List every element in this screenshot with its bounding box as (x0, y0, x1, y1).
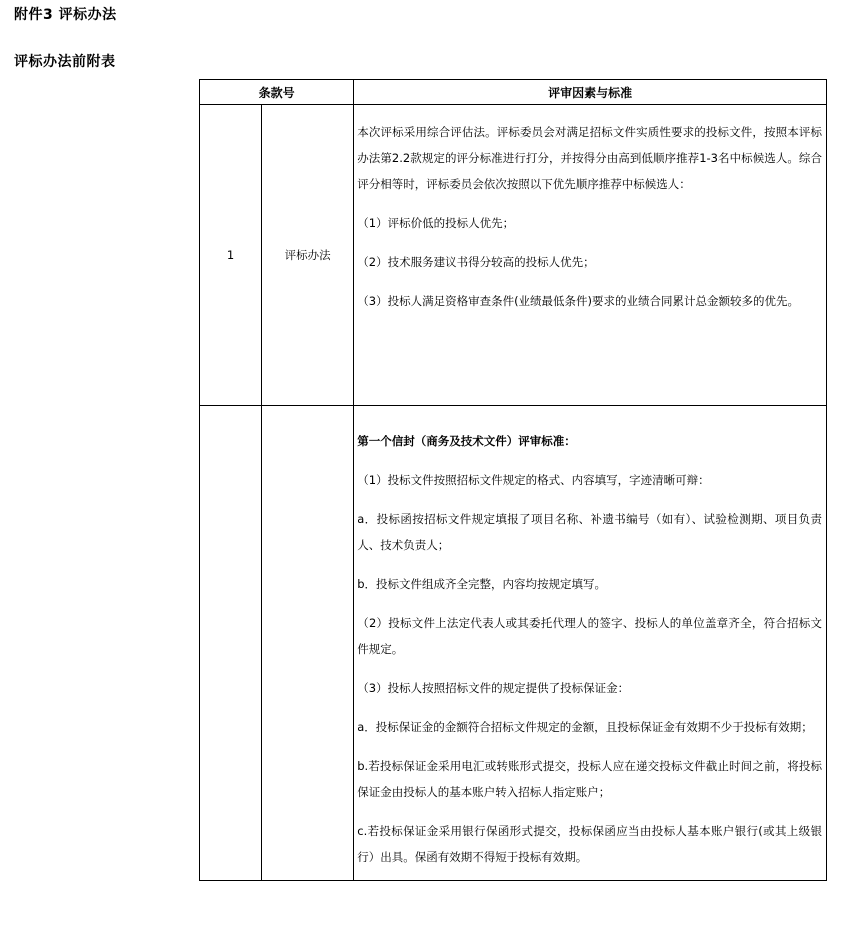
criteria-paragraph: （1）投标文件按照招标文件规定的格式、内容填写，字迹清晰可辩： (357, 473, 710, 487)
criteria-paragraph: （1）评标价低的投标人优先； (357, 216, 515, 230)
criteria-paragraph: 本次评标采用综合评估法。评标委员会对满足招标文件实质性要求的投标文件，按照本评标办法第2.2款规定的评分标准进行打分，并按得分由高到低顺序推荐1-3名中标候选人。综合评分相等时，评标委员会依次按照以下优先顺序推荐中标候选人： (357, 125, 822, 191)
row-clause-name: 评标办法 (262, 105, 354, 406)
table-header-row (200, 80, 827, 105)
document-subtitle: 评标办法前附表 (14, 54, 116, 70)
criteria-heading: 第一个信封（商务及技术文件）评审标准： (357, 434, 576, 448)
criteria-paragraph: （3）投标人满足资格审查条件(业绩最低条件)要求的业绩合同累计总金额较多的优先。 (357, 294, 800, 308)
row-clause-name (262, 406, 354, 881)
row-criteria-content (354, 105, 827, 406)
criteria-paragraph: （2）投标文件上法定代表人或其委托代理人的签字、投标人的单位盖章齐全，符合招标文件规定。 (357, 616, 822, 656)
document-title: 附件3 评标办法 (14, 7, 117, 23)
row-clause-number (200, 406, 262, 881)
header-clause-no: 条款号 (200, 80, 354, 105)
criteria-paragraph: a．投标保证金的金额符合招标文件规定的金额，且投标保证金有效期不少于投标有效期； (357, 720, 813, 734)
row-criteria-content (354, 406, 827, 881)
table-row (200, 406, 827, 881)
row-clause-number: 1 (200, 105, 262, 406)
criteria-paragraph: b．投标文件组成齐全完整，内容均按规定填写。 (357, 577, 607, 591)
criteria-paragraph: a．投标函按招标文件规定填报了项目名称、补遗书编号（如有）、试验检测期、项目负责人、技术负责人； (357, 512, 822, 552)
header-criteria: 评审因素与标准 (354, 80, 827, 105)
evaluation-table (199, 79, 827, 881)
criteria-paragraph: c.若投标保证金采用银行保函形式提交，投标保函应当由投标人基本账户银行(或其上级银行）出具。保函有效期不得短于投标有效期。 (357, 824, 822, 864)
criteria-paragraph: b.若投标保证金采用电汇或转账形式提交，投标人应在递交投标文件截止时间之前，将投标保证金由投标人的基本账户转入招标人指定账户； (357, 759, 822, 799)
table-row (200, 105, 827, 406)
criteria-paragraph: （2）技术服务建议书得分较高的投标人优先； (357, 255, 595, 269)
criteria-paragraph: （3）投标人按照招标文件的规定提供了投标保证金： (357, 681, 630, 695)
